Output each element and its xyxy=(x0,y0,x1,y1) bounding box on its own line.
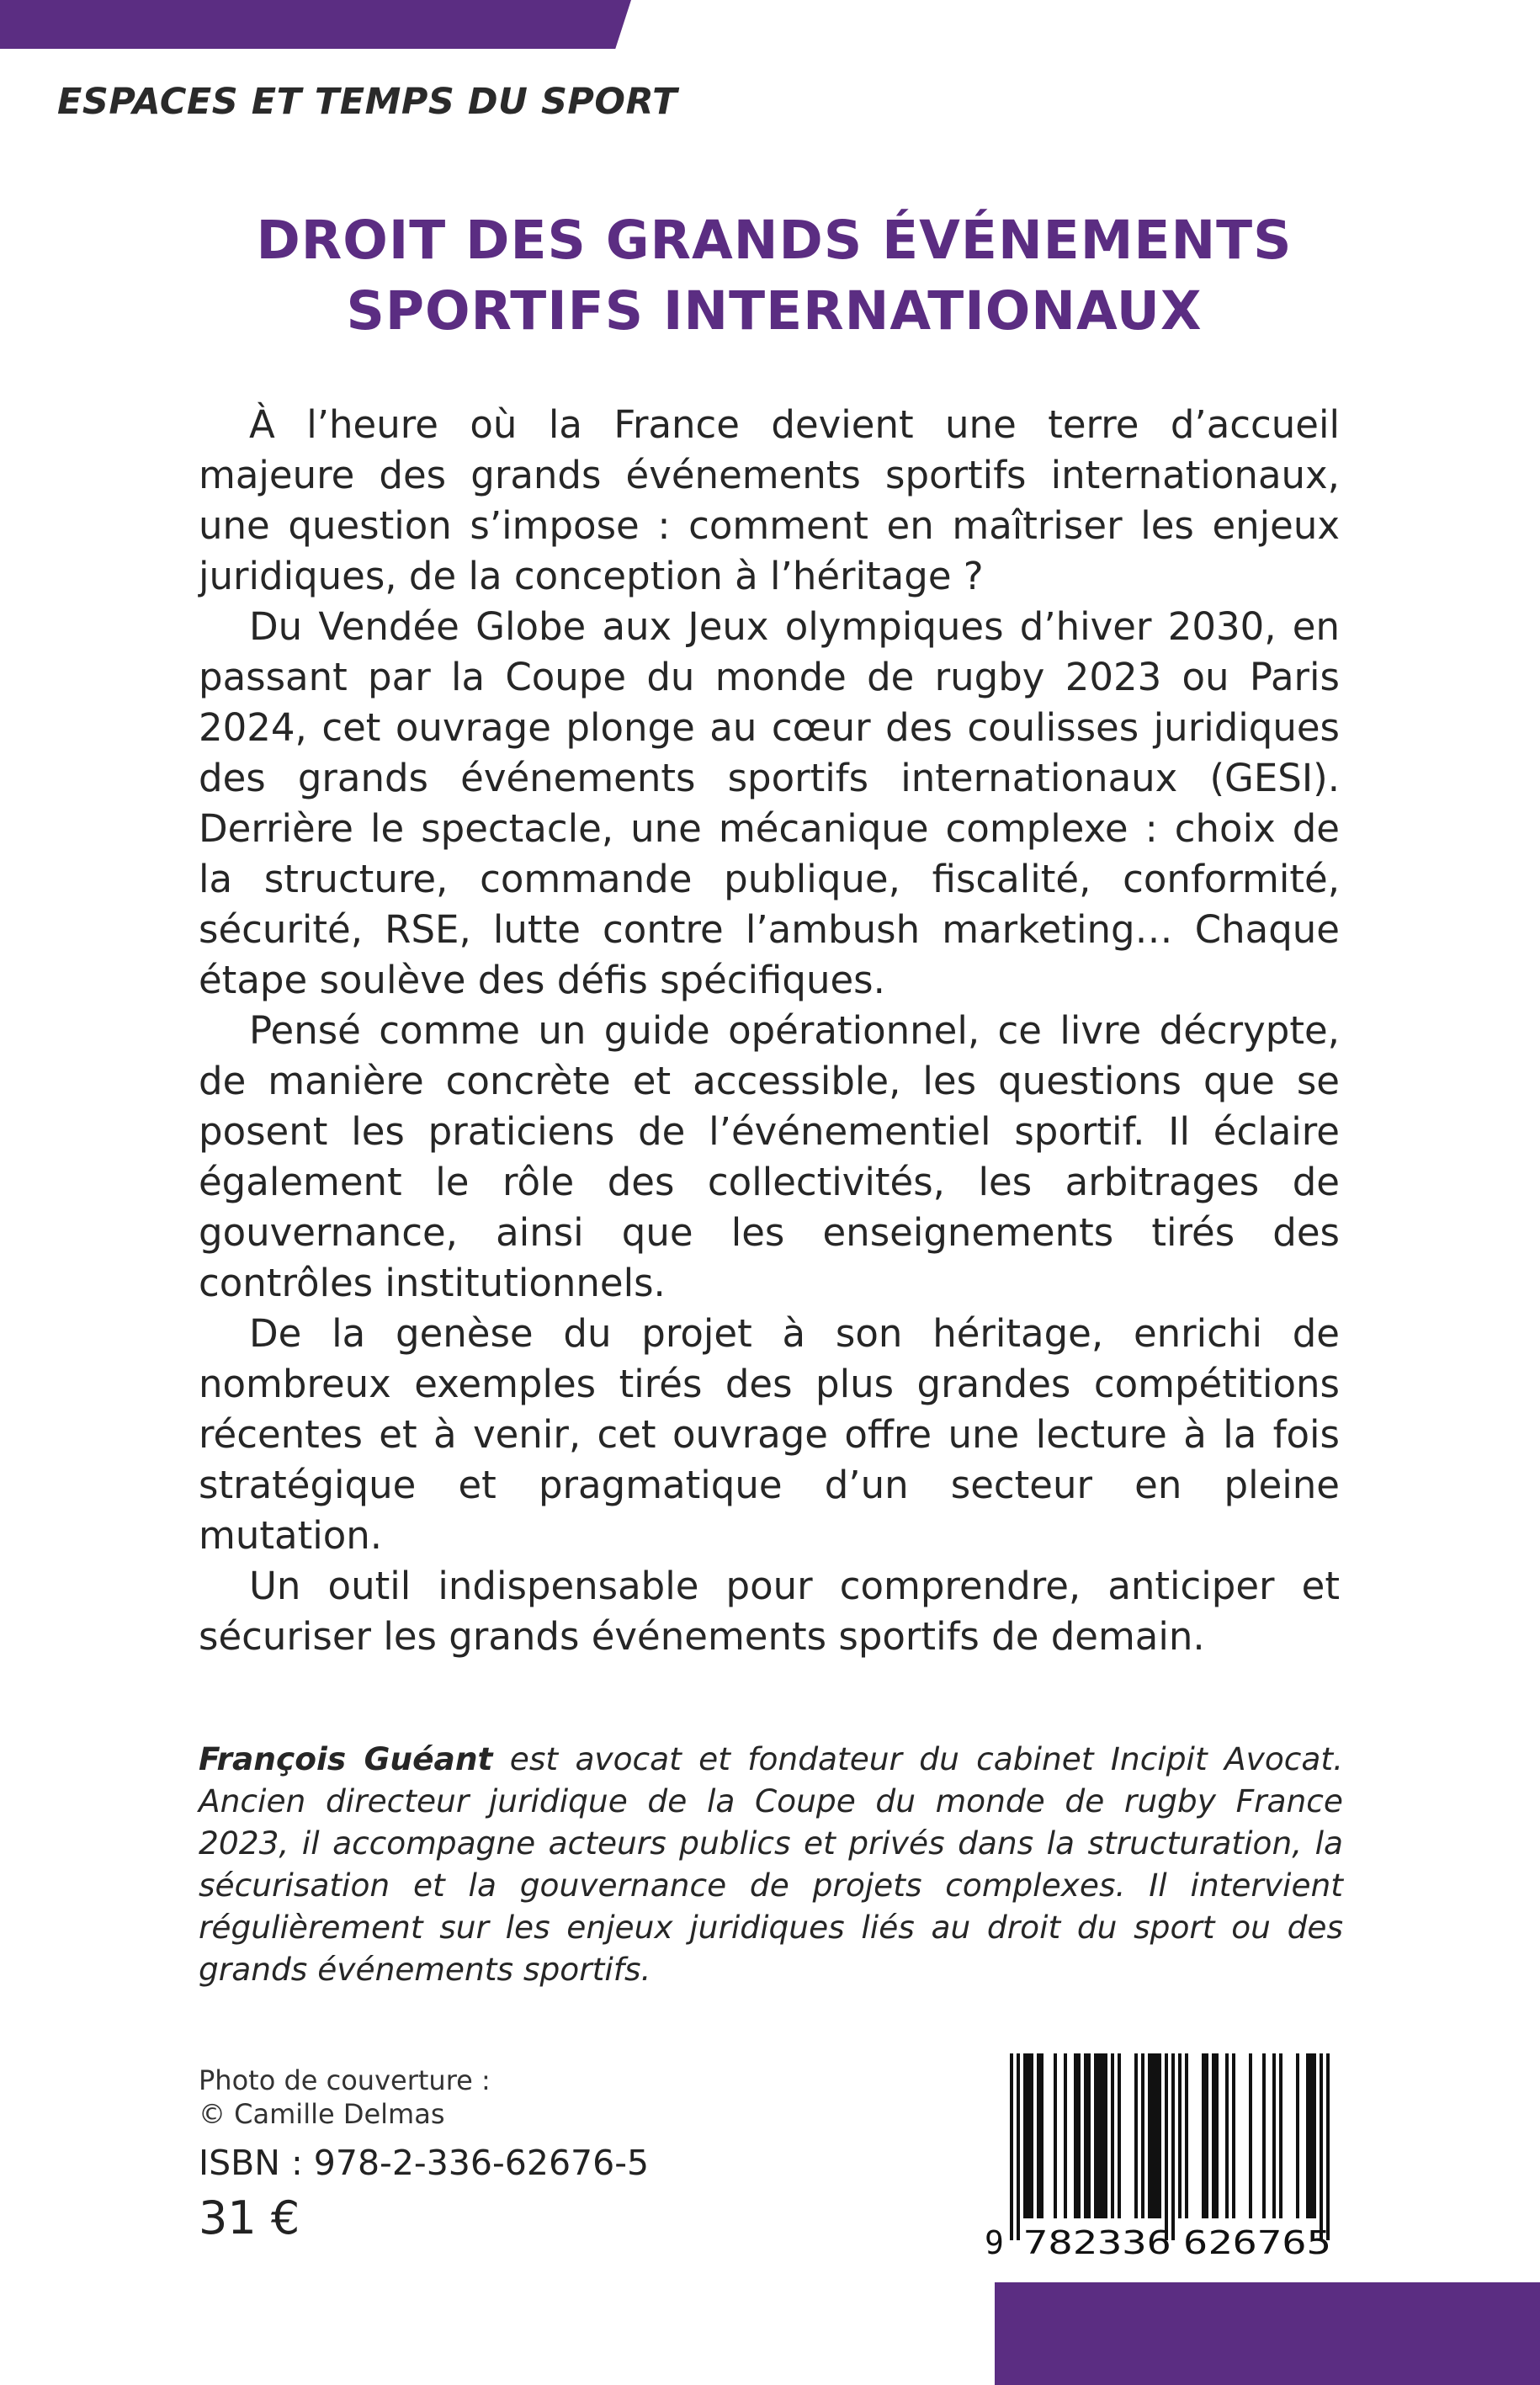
barcode-bar xyxy=(1165,2053,1168,2240)
barcode-bar xyxy=(1134,2053,1138,2218)
barcode-bar xyxy=(1326,2053,1330,2240)
back-cover-blurb xyxy=(199,400,1340,1662)
bottom-accent-band xyxy=(995,2282,1540,2385)
barcode-bar xyxy=(1158,2053,1161,2218)
barcode-bar xyxy=(1249,2053,1252,2218)
barcode-bar xyxy=(1155,2053,1158,2218)
barcode-bar xyxy=(1185,2053,1188,2218)
barcode-bar xyxy=(1320,2053,1323,2240)
barcode-bar xyxy=(1205,2053,1208,2218)
barcode-digits-right: 626765 xyxy=(1183,2224,1331,2259)
barcode-bar xyxy=(1074,2053,1077,2218)
author-name: François Guéant xyxy=(199,1740,493,1777)
barcode-bar xyxy=(1017,2053,1020,2240)
barcode-bar xyxy=(1101,2053,1104,2218)
author-bio xyxy=(199,1738,1343,1990)
book-title-line-1: DROIT DES GRANDS ÉVÉNEMENTS xyxy=(256,210,1293,271)
isbn-barcode xyxy=(985,2053,1355,2259)
blurb-paragraph-4: De la genèse du projet à son héritage, enrichi de nombreux exemples tirés des plus grandes compétitions récentes et à venir, cet ouvrage offre une lecture à la fois stratégique et pragmatique d’un secteur en pleine mutation. xyxy=(199,1311,1340,1558)
barcode-bar xyxy=(1104,2053,1107,2218)
barcode-bar xyxy=(1141,2053,1144,2218)
price: 31 € xyxy=(199,2191,300,2244)
barcode-bar xyxy=(1084,2053,1087,2218)
barcode-bar xyxy=(1040,2053,1043,2218)
barcode-bar xyxy=(1279,2053,1282,2218)
barcode-bars xyxy=(1010,2053,1330,2240)
barcode-bar xyxy=(1171,2053,1175,2240)
barcode-bar xyxy=(1094,2053,1097,2218)
barcode-bar xyxy=(1064,2053,1067,2218)
barcode-bar xyxy=(1313,2053,1316,2218)
barcode-bar xyxy=(1225,2053,1229,2218)
series-name: ESPACES ET TEMPS DU SPORT xyxy=(57,81,677,123)
barcode-bar xyxy=(1262,2053,1266,2218)
barcode-bar xyxy=(1151,2053,1155,2218)
isbn-number: ISBN : 978-2-336-62676-5 xyxy=(199,2143,650,2183)
barcode-bar xyxy=(1306,2053,1309,2218)
book-title-line-2: SPORTIFS INTERNATIONAUX xyxy=(346,280,1203,342)
barcode-bar xyxy=(1232,2053,1235,2218)
barcode-bar xyxy=(1309,2053,1313,2218)
barcode-bar xyxy=(1023,2053,1027,2218)
author-bio-text: est avocat et fondateur du cabinet Incipit Avocat. Ancien directeur juridique de la Coupe du monde de rugby France 2023, il accompagne acteurs publics et privés dans la structuration, la sécurisation et la gouvernance de projets complexes. Il intervient régulièrement sur les enjeux juridiques liés au droit du sport ou des grands événements sportifs. xyxy=(199,1740,1343,1988)
photo-credit-name: © Camille Delmas xyxy=(199,2098,445,2130)
barcode-bar xyxy=(1077,2053,1081,2218)
barcode-bar xyxy=(1010,2053,1013,2240)
barcode-bar xyxy=(1087,2053,1091,2218)
barcode-digits-left: 782336 xyxy=(1023,2224,1171,2259)
blurb-paragraph-3: Pensé comme un guide opérationnel, ce livre décrypte, de manière concrète et accessible, les questions que se posent les praticiens de l’événementiel sportif. Il éclaire également le rôle des collectivités, les arbitrages de gouvernance, ainsi que les enseignements tirés des contrôles institutionnels. xyxy=(199,1008,1340,1305)
barcode-bar xyxy=(1202,2053,1205,2218)
barcode-bar xyxy=(1215,2053,1219,2218)
barcode-bar xyxy=(1030,2053,1033,2218)
barcode-bar xyxy=(1212,2053,1215,2218)
top-accent-band xyxy=(0,0,631,49)
book-title xyxy=(168,205,1380,347)
barcode-bar xyxy=(1037,2053,1040,2218)
barcode-bar xyxy=(1118,2053,1121,2218)
barcode-bar xyxy=(1148,2053,1151,2218)
blurb-paragraph-1: À l’heure où la France devient une terre d’accueil majeure des grands événements sportifs internationaux, une question s’impose : comment en maîtriser les enjeux juridiques, de la conception à l’héritage ? xyxy=(199,402,1340,598)
barcode-bar xyxy=(1027,2053,1030,2218)
barcode-bar xyxy=(1296,2053,1299,2218)
barcode-bar xyxy=(1178,2053,1182,2218)
barcode-bar xyxy=(1272,2053,1276,2218)
barcode-bar xyxy=(1054,2053,1057,2218)
barcode-bar xyxy=(1111,2053,1114,2218)
blurb-paragraph-2: Du Vendée Globe aux Jeux olympiques d’hiver 2030, en passant par la Coupe du monde de rugby 2023 ou Paris 2024, cet ouvrage plonge au cœur des coulisses juridiques des grands événements sportifs internationaux (GESI). Derrière le spectacle, une mécanique complexe : choix de la structure, commande publique, fiscalité, conformité, sécurité, RSE, lutte contre l’ambush marketing… Chaque étape soulève des défis spécifiques. xyxy=(199,604,1340,1002)
blurb-paragraph-5: Un outil indispensable pour comprendre, anticiper et sécuriser les grands événements sportifs de demain. xyxy=(199,1564,1340,1659)
photo-credit xyxy=(199,2064,491,2131)
photo-credit-label: Photo de couverture : xyxy=(199,2064,491,2096)
barcode-digit-first: 9 xyxy=(985,2224,1004,2259)
barcode-bar xyxy=(1097,2053,1101,2218)
